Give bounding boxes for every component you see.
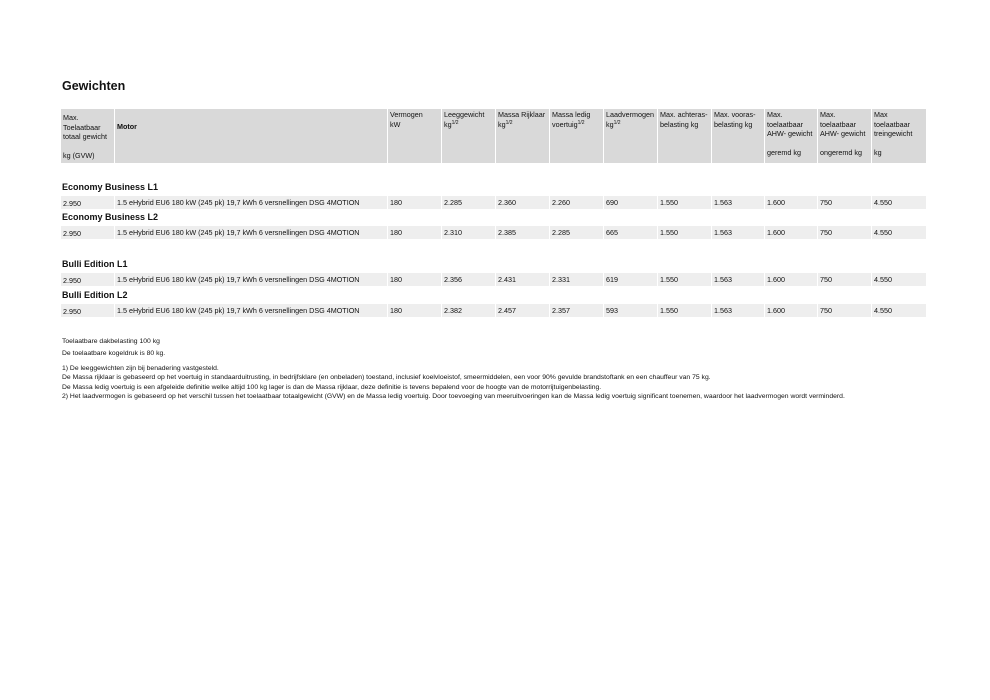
hitch-load-note: De toelaatbare kogeldruk is 80 kg. — [62, 350, 166, 357]
header-laadvermogen: Laadvermogen $kg^{1/2}$ — [604, 109, 658, 163]
section-title: Economy Business L1 — [62, 182, 159, 192]
cell-leeggewicht: 2.382 — [442, 304, 496, 317]
table-row — [61, 273, 927, 286]
cell-gvw: 2.950 — [61, 273, 115, 286]
cell-vooras: 1.563 — [712, 304, 765, 317]
cell-ahw-geremd: 1.600 — [765, 196, 818, 209]
cell-laadvermogen: 593 — [604, 304, 658, 317]
header-ahw-ongeremd: Max. toelaatbaar AHW- gewicht ongeremd kg — [818, 109, 872, 163]
header-massa-ledig: Massa ledig voertuig$^{1/2}$ — [550, 109, 604, 163]
cell-ahw-geremd: 1.600 — [765, 304, 818, 317]
header-achteras: Max. achteras- belasting kg — [658, 109, 712, 163]
header-vermogen: Vermogen kW — [388, 109, 442, 163]
cell-massa-rijklaar: 2.360 — [496, 196, 550, 209]
cell-vermogen: 180 — [388, 196, 442, 209]
cell-massa-ledig: 2.357 — [550, 304, 604, 317]
cell-vooras: 1.563 — [712, 273, 765, 286]
cell-massa-rijklaar: 2.385 — [496, 226, 550, 239]
cell-leeggewicht: 2.285 — [442, 196, 496, 209]
cell-ahw-geremd: 1.600 — [765, 273, 818, 286]
cell-achteras: 1.550 — [658, 304, 712, 317]
cell-treingewicht: 4.550 — [872, 196, 927, 209]
header-gvw: Max. Toelaatbaar totaal gewicht kg (GVW) — [61, 109, 115, 163]
cell-ahw-geremd: 1.600 — [765, 226, 818, 239]
header-ahw-geremd: Max. toelaatbaar AHW- gewicht geremd kg — [765, 109, 818, 163]
header-massa-rijklaar: Massa Rijklaar $kg^{1/2}$ — [496, 109, 550, 163]
header-leeggewicht: Leeggewicht $kg^{1/2}$ — [442, 109, 496, 163]
cell-motor: 1.5 eHybrid EU6 180 kW (245 pk) 19,7 kWh 6 versnellingen DSG 4MOTION — [115, 226, 388, 239]
cell-laadvermogen: 690 — [604, 196, 658, 209]
footnote-1-rijklaar: De Massa rijklaar is gebaseerd op het voertuig in standaarduitrusting, in bedrijfsklare (en onbeladen) toestand, inclusief koelvloeistof, smeermiddelen, een voor 90% gevulde brandstoftank en een chauffeur van 75 kg. — [62, 374, 711, 381]
cell-massa-ledig: 2.285 — [550, 226, 604, 239]
cell-ahw-ongeremd: 750 — [818, 273, 872, 286]
cell-motor: 1.5 eHybrid EU6 180 kW (245 pk) 19,7 kWh 6 versnellingen DSG 4MOTION — [115, 273, 388, 286]
cell-leeggewicht: 2.310 — [442, 226, 496, 239]
roof-load-note: Toelaatbare dakbelasting 100 kg — [62, 338, 160, 345]
cell-leeggewicht: 2.356 — [442, 273, 496, 286]
table-header — [61, 109, 927, 163]
table-row — [61, 304, 927, 317]
table-row — [61, 196, 927, 209]
footnote-1-ledig: De Massa ledig voertuig is een afgeleide definitie welke altijd 100 kg lager is dan de Massa rijklaar, deze definitie is tevens bepalend voor de hoogte van de motorrijtuigenbelasting. — [62, 384, 602, 391]
cell-motor: 1.5 eHybrid EU6 180 kW (245 pk) 19,7 kWh 6 versnellingen DSG 4MOTION — [115, 304, 388, 317]
cell-achteras: 1.550 — [658, 226, 712, 239]
page-title: Gewichten — [62, 79, 126, 93]
cell-massa-ledig: 2.260 — [550, 196, 604, 209]
section-title: Bulli Edition L1 — [62, 259, 128, 269]
cell-massa-ledig: 2.331 — [550, 273, 604, 286]
cell-vermogen: 180 — [388, 226, 442, 239]
cell-treingewicht: 4.550 — [872, 304, 927, 317]
header-treingewicht: Max toelaatbaar treingewicht kg — [872, 109, 927, 163]
cell-vermogen: 180 — [388, 304, 442, 317]
cell-ahw-ongeremd: 750 — [818, 304, 872, 317]
cell-laadvermogen: 665 — [604, 226, 658, 239]
cell-motor: 1.5 eHybrid EU6 180 kW (245 pk) 19,7 kWh 6 versnellingen DSG 4MOTION — [115, 196, 388, 209]
cell-ahw-ongeremd: 750 — [818, 196, 872, 209]
cell-laadvermogen: 619 — [604, 273, 658, 286]
cell-vooras: 1.563 — [712, 226, 765, 239]
cell-vermogen: 180 — [388, 273, 442, 286]
cell-gvw: 2.950 — [61, 304, 115, 317]
cell-achteras: 1.550 — [658, 196, 712, 209]
section-title: Bulli Edition L2 — [62, 290, 128, 300]
cell-massa-rijklaar: 2.457 — [496, 304, 550, 317]
cell-treingewicht: 4.550 — [872, 226, 927, 239]
cell-treingewicht: 4.550 — [872, 273, 927, 286]
cell-massa-rijklaar: 2.431 — [496, 273, 550, 286]
cell-ahw-ongeremd: 750 — [818, 226, 872, 239]
table-row — [61, 226, 927, 239]
header-motor: Motor — [115, 109, 388, 163]
cell-gvw: 2.950 — [61, 226, 115, 239]
section-title: Economy Business L2 — [62, 212, 159, 222]
footnote-2: 2) Het laadvermogen is gebaseerd op het verschil tussen het toelaatbaar totaalgewicht (GVW) en de Massa ledig voertuig. Door toevoeging van meeruitvoeringen kan de Massa ledig voertuig significant toenemen, waardoor het laadvermogen wordt verminderd. — [62, 393, 845, 400]
header-vooras: Max. vooras- belasting kg — [712, 109, 765, 163]
cell-vooras: 1.563 — [712, 196, 765, 209]
footnote-1: 1) De leeggewichten zijn bij benadering vastgesteld. — [62, 365, 219, 372]
cell-achteras: 1.550 — [658, 273, 712, 286]
cell-gvw: 2.950 — [61, 196, 115, 209]
